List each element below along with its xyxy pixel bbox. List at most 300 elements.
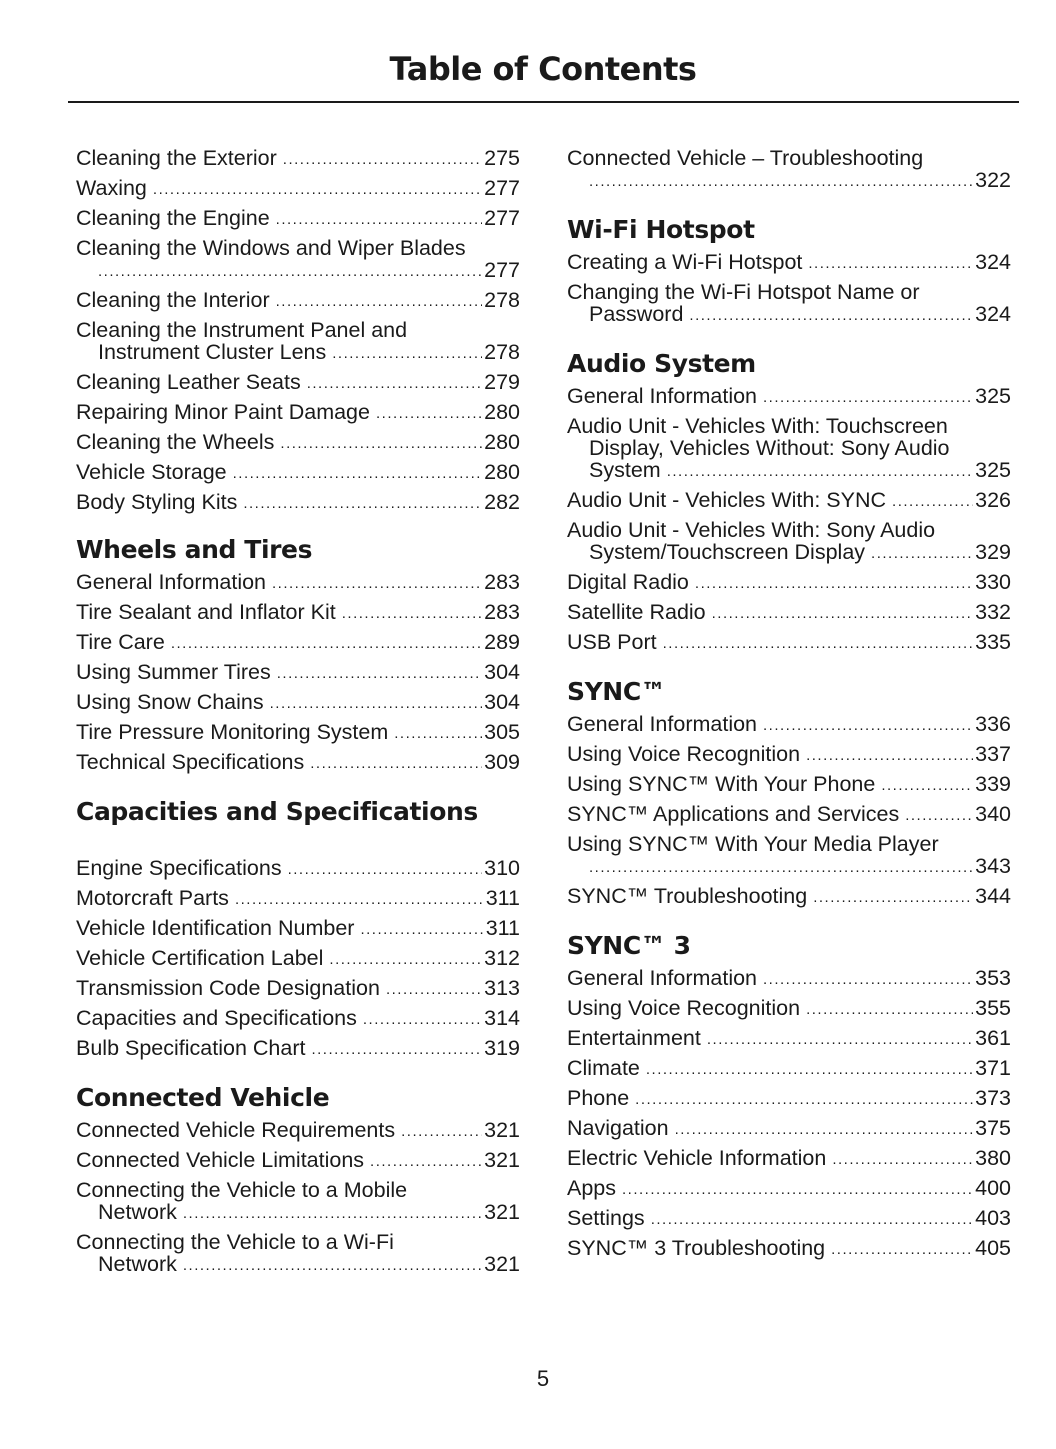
toc-entry-line xyxy=(567,1177,1011,1199)
toc-entry-line xyxy=(567,169,1011,191)
toc-entry[interactable] xyxy=(567,743,1011,765)
dot-leader xyxy=(905,807,973,825)
toc-entry[interactable] xyxy=(76,237,520,281)
toc-entry-page: 332 xyxy=(975,600,1011,624)
toc-entry-title: Connected Vehicle Requirements xyxy=(76,1118,396,1142)
toc-entry-title: Using SYNC™ With Your Phone xyxy=(567,772,876,796)
toc-entry-title: Audio Unit - Vehicles With: SYNC xyxy=(567,488,887,512)
dot-leader xyxy=(272,575,482,593)
toc-entry-title: Motorcraft Parts xyxy=(76,886,229,910)
toc-entry[interactable] xyxy=(567,385,1011,407)
toc-entry-page: 344 xyxy=(975,884,1011,908)
toc-entry[interactable] xyxy=(567,519,1011,563)
dot-leader xyxy=(243,495,482,513)
page-number: 5 xyxy=(536,1366,550,1391)
toc-entry-title: Apps xyxy=(567,1176,617,1200)
toc-entry-list xyxy=(567,251,1011,325)
toc-entry[interactable] xyxy=(76,431,520,453)
toc-entry-lead: Using SYNC™ With Your Media Player xyxy=(567,832,939,856)
dot-leader xyxy=(831,1241,973,1259)
toc-entry-page: 335 xyxy=(975,630,1011,654)
toc-entry[interactable] xyxy=(567,997,1011,1019)
toc-entry-line xyxy=(76,259,520,281)
toc-entry-line xyxy=(76,571,520,593)
toc-entry-page: 361 xyxy=(975,1026,1011,1050)
dot-leader xyxy=(363,1011,482,1029)
toc-entry[interactable] xyxy=(76,947,520,969)
toc-entry[interactable] xyxy=(567,601,1011,623)
toc-entry-page: 380 xyxy=(975,1146,1011,1170)
toc-entry-page: 277 xyxy=(484,176,520,200)
toc-entry-title: Navigation xyxy=(567,1116,669,1140)
toc-entry-page: 325 xyxy=(975,384,1011,408)
dot-leader xyxy=(171,635,482,653)
toc-entry-title: Tire Pressure Monitoring System xyxy=(76,720,389,744)
dot-leader xyxy=(276,293,483,311)
toc-entry-list xyxy=(567,713,1011,907)
dot-leader xyxy=(707,1031,973,1049)
toc-entry[interactable] xyxy=(76,177,520,199)
toc-entry[interactable] xyxy=(76,1119,520,1141)
toc-section xyxy=(76,147,520,513)
toc-entry-lead: Display, Vehicles Without: Sony Audio xyxy=(589,436,950,460)
toc-entry-line xyxy=(76,1149,520,1171)
toc-entry-line xyxy=(76,947,520,969)
toc-entry-lead: Connecting the Vehicle to a Wi-Fi xyxy=(76,1230,394,1254)
toc-entry[interactable] xyxy=(76,289,520,311)
toc-entry[interactable] xyxy=(76,207,520,229)
toc-entry-line xyxy=(567,303,1011,325)
toc-entry-title: Instrument Cluster Lens xyxy=(98,340,327,364)
toc-entry[interactable] xyxy=(567,713,1011,735)
toc-entry-title: Capacities and Specifications xyxy=(76,1006,357,1030)
toc-entry-line xyxy=(76,461,520,483)
toc-entry-page: 339 xyxy=(975,772,1011,796)
toc-entry-line xyxy=(567,713,1011,735)
dot-leader xyxy=(376,405,482,423)
toc-entry-title: Using Snow Chains xyxy=(76,690,264,714)
toc-entry-title: Network xyxy=(98,1252,177,1276)
dot-leader xyxy=(386,981,482,999)
toc-entry-page: 324 xyxy=(975,250,1011,274)
dot-leader xyxy=(270,695,483,713)
toc-entry-title: Settings xyxy=(567,1206,645,1230)
toc-entry[interactable] xyxy=(567,1237,1011,1259)
toc-entry-line xyxy=(76,491,520,513)
dot-leader xyxy=(695,575,973,593)
toc-entry[interactable] xyxy=(567,773,1011,795)
toc-entry-page: 375 xyxy=(975,1116,1011,1140)
toc-entry-page: 325 xyxy=(975,458,1011,482)
toc-entry[interactable] xyxy=(76,401,520,423)
dot-leader xyxy=(332,345,482,363)
section-heading: Capacities and Specifications xyxy=(76,797,478,826)
toc-entry-page: 322 xyxy=(975,168,1011,192)
dot-leader xyxy=(183,1257,482,1275)
toc-entry-line xyxy=(567,1237,1011,1259)
toc-entry-line xyxy=(567,743,1011,765)
toc-entry[interactable] xyxy=(567,1207,1011,1229)
toc-entry-line xyxy=(76,1119,520,1141)
section-heading: Wi-Fi Hotspot xyxy=(567,215,755,244)
toc-entry-lead: Cleaning the Instrument Panel and xyxy=(76,318,408,342)
toc-entry-page: 289 xyxy=(484,630,520,654)
toc-entry[interactable] xyxy=(567,489,1011,511)
toc-entry-page: 330 xyxy=(975,570,1011,594)
toc-entry-line xyxy=(567,885,1011,907)
toc-entry-list xyxy=(76,857,520,1059)
toc-entry-page: 400 xyxy=(975,1176,1011,1200)
toc-entry-line xyxy=(567,251,1011,273)
toc-entry-title: Using Voice Recognition xyxy=(567,742,801,766)
toc-entry-line xyxy=(76,1253,520,1275)
toc-entry-page: 311 xyxy=(485,886,520,910)
toc-entry-title: Connected Vehicle Limitations xyxy=(76,1148,365,1172)
toc-entry-page: 277 xyxy=(484,258,520,282)
toc-entry-page: 280 xyxy=(484,400,520,424)
dot-leader xyxy=(589,173,973,191)
toc-entry-title: Satellite Radio xyxy=(567,600,706,624)
dot-leader xyxy=(288,861,483,879)
toc-entry[interactable] xyxy=(567,885,1011,907)
toc-entry[interactable] xyxy=(567,415,1011,481)
toc-entry[interactable] xyxy=(76,857,520,879)
dot-leader xyxy=(763,717,973,735)
toc-entry-line xyxy=(567,773,1011,795)
toc-entry-title: General Information xyxy=(567,966,758,990)
toc-entry[interactable] xyxy=(567,1147,1011,1169)
toc-entry-title: General Information xyxy=(76,570,267,594)
toc-entry-page: 282 xyxy=(484,490,520,514)
toc-entry-line xyxy=(567,489,1011,511)
toc-entry-line xyxy=(567,1087,1011,1109)
toc-entry[interactable] xyxy=(76,1007,520,1029)
toc-entry-line xyxy=(567,855,1011,877)
toc-entry-title: Transmission Code Designation xyxy=(76,976,380,1000)
toc-entry[interactable] xyxy=(76,977,520,999)
toc-entry[interactable] xyxy=(76,601,520,623)
toc-entry-line xyxy=(76,631,520,653)
toc-entry-title: Vehicle Identification Number xyxy=(76,916,355,940)
toc-entry[interactable] xyxy=(76,1231,520,1275)
dot-leader xyxy=(98,263,482,281)
toc-entry[interactable] xyxy=(76,661,520,683)
toc-entry[interactable] xyxy=(76,751,520,773)
dot-leader xyxy=(276,211,482,229)
toc-entry-line xyxy=(76,751,520,773)
toc-entry-page: 278 xyxy=(484,288,520,312)
toc-entry[interactable] xyxy=(567,803,1011,825)
toc-entry-title: Using Voice Recognition xyxy=(567,996,801,1020)
dot-leader xyxy=(832,1151,973,1169)
toc-entry[interactable] xyxy=(76,887,520,909)
toc-entry-title: Network xyxy=(98,1200,177,1224)
toc-entry-page: 279 xyxy=(484,370,520,394)
toc-entry[interactable] xyxy=(76,631,520,653)
title-divider xyxy=(68,101,1019,103)
toc-entry-page: 305 xyxy=(484,720,520,744)
toc-entry[interactable] xyxy=(567,1087,1011,1109)
toc-entry[interactable] xyxy=(76,571,520,593)
toc-entry-title: Tire Care xyxy=(76,630,165,654)
toc-entry-page: 309 xyxy=(484,750,520,774)
toc-entry[interactable] xyxy=(76,371,520,393)
toc-section-sync3 xyxy=(567,931,1011,1259)
toc-entry-list xyxy=(567,385,1011,653)
toc-entry-page: 353 xyxy=(975,966,1011,990)
toc-entry-title: Climate xyxy=(567,1056,640,1080)
toc-entry-title: Cleaning the Exterior xyxy=(76,146,277,170)
toc-entry-line xyxy=(76,341,520,363)
toc-entry[interactable] xyxy=(567,631,1011,653)
dot-leader xyxy=(235,891,484,909)
toc-entry-line xyxy=(76,1037,520,1059)
toc-entry-line xyxy=(567,803,1011,825)
dot-leader xyxy=(712,605,973,623)
toc-entry-page: 355 xyxy=(975,996,1011,1020)
toc-left-column xyxy=(76,147,520,1299)
dot-leader xyxy=(689,307,973,325)
toc-entry[interactable] xyxy=(567,281,1011,325)
toc-entry-page: 275 xyxy=(484,146,520,170)
section-heading: Connected Vehicle xyxy=(76,1083,330,1112)
dot-leader xyxy=(806,1001,973,1019)
dot-leader xyxy=(311,1041,482,1059)
toc-entry[interactable] xyxy=(567,1177,1011,1199)
dot-leader xyxy=(808,255,973,273)
toc-entry-lead: Connecting the Vehicle to a Mobile xyxy=(76,1178,408,1202)
toc-entry-list xyxy=(567,967,1011,1259)
toc-entry-line xyxy=(76,857,520,879)
toc-entry-page: 283 xyxy=(484,600,520,624)
toc-entry-page: 283 xyxy=(484,570,520,594)
toc-entry-lead: Audio Unit - Vehicles With: Touchscreen xyxy=(567,414,948,438)
toc-entry-page: 326 xyxy=(975,488,1011,512)
toc-entry-title: Cleaning the Wheels xyxy=(76,430,275,454)
toc-entry-line xyxy=(567,631,1011,653)
toc-section-wheels xyxy=(76,535,520,773)
toc-entry-line xyxy=(76,691,520,713)
toc-entry[interactable] xyxy=(567,833,1011,877)
toc-entry[interactable] xyxy=(567,1027,1011,1049)
toc-right-column xyxy=(567,147,1011,1283)
dot-leader xyxy=(763,389,973,407)
toc-entry[interactable] xyxy=(76,1179,520,1223)
toc-entry-title: Body Styling Kits xyxy=(76,490,238,514)
section-heading: Wheels and Tires xyxy=(76,535,313,564)
toc-entry[interactable] xyxy=(76,491,520,513)
toc-entry-title: USB Port xyxy=(567,630,657,654)
toc-entry-line xyxy=(76,147,520,169)
toc-entry-page: 312 xyxy=(484,946,520,970)
toc-entry-page: 313 xyxy=(484,976,520,1000)
toc-entry-line xyxy=(76,917,520,939)
dot-leader xyxy=(635,1091,973,1109)
dot-leader xyxy=(153,181,482,199)
toc-entry-line xyxy=(76,431,520,453)
toc-entry-title: Waxing xyxy=(76,176,147,200)
toc-entry-title: Password xyxy=(589,302,684,326)
toc-entry-page: 319 xyxy=(484,1036,520,1060)
toc-entry-line xyxy=(567,571,1011,593)
page-title: Table of Contents xyxy=(389,50,697,88)
toc-entry-title: Cleaning the Engine xyxy=(76,206,270,230)
toc-entry-line xyxy=(76,887,520,909)
toc-entry-title: Technical Specifications xyxy=(76,750,305,774)
toc-entry-title: Phone xyxy=(567,1086,630,1110)
dot-leader xyxy=(401,1123,482,1141)
toc-entry-line xyxy=(567,1147,1011,1169)
toc-entry-title: Vehicle Storage xyxy=(76,460,227,484)
dot-leader xyxy=(806,747,973,765)
toc-entry-title: Creating a Wi-Fi Hotspot xyxy=(567,250,803,274)
toc-section xyxy=(567,147,1011,191)
toc-entry-page: 403 xyxy=(975,1206,1011,1230)
toc-entry-line xyxy=(76,371,520,393)
toc-section-connected xyxy=(76,1083,520,1275)
toc-entry[interactable] xyxy=(76,721,520,743)
toc-entry[interactable] xyxy=(567,251,1011,273)
section-heading: SYNC™ 3 xyxy=(567,931,691,960)
toc-entry-line xyxy=(76,661,520,683)
toc-entry-line xyxy=(76,207,520,229)
dot-leader xyxy=(589,859,973,877)
dot-leader xyxy=(307,375,482,393)
toc-entry-line xyxy=(76,601,520,623)
toc-entry-title: SYNC™ Applications and Services xyxy=(567,802,900,826)
toc-entry-line xyxy=(567,459,1011,481)
toc-entry-title: General Information xyxy=(567,384,758,408)
toc-entry-list xyxy=(76,571,520,773)
dot-leader xyxy=(763,971,973,989)
dot-leader xyxy=(675,1121,974,1139)
toc-entry-title: Using Summer Tires xyxy=(76,660,271,684)
toc-entry-page: 304 xyxy=(484,660,520,684)
toc-entry[interactable] xyxy=(567,147,1011,191)
toc-entry-line xyxy=(76,1201,520,1223)
toc-section-sync xyxy=(567,677,1011,907)
toc-entry-page: 336 xyxy=(975,712,1011,736)
toc-entry[interactable] xyxy=(76,461,520,483)
toc-entry-title: Tire Sealant and Inflator Kit xyxy=(76,600,336,624)
toc-entry-line xyxy=(567,1057,1011,1079)
toc-entry[interactable] xyxy=(567,1117,1011,1139)
dot-leader xyxy=(329,951,482,969)
toc-entry-page: 321 xyxy=(484,1118,520,1142)
toc-entry-title: SYNC™ Troubleshooting xyxy=(567,884,808,908)
toc-entry-page: 340 xyxy=(975,802,1011,826)
dot-leader xyxy=(277,665,482,683)
toc-entry-page: 405 xyxy=(975,1236,1011,1260)
toc-entry-page: 371 xyxy=(975,1056,1011,1080)
toc-entry[interactable] xyxy=(76,319,520,363)
toc-entry-title: SYNC™ 3 Troubleshooting xyxy=(567,1236,826,1260)
toc-entry[interactable] xyxy=(76,917,520,939)
toc-entry-page: 373 xyxy=(975,1086,1011,1110)
dot-leader xyxy=(667,463,973,481)
toc-section-wifi xyxy=(567,215,1011,325)
toc-entry-page: 343 xyxy=(975,854,1011,878)
dot-leader xyxy=(622,1181,973,1199)
dot-leader xyxy=(651,1211,973,1229)
dot-leader xyxy=(881,777,973,795)
toc-section-capacities xyxy=(76,797,520,1059)
toc-entry-page: 324 xyxy=(975,302,1011,326)
toc-entry-line xyxy=(567,967,1011,989)
toc-entry-lead: Cleaning the Windows and Wiper Blades xyxy=(76,236,466,260)
dot-leader xyxy=(183,1205,482,1223)
toc-entry-title: General Information xyxy=(567,712,758,736)
toc-entry[interactable] xyxy=(76,1149,520,1171)
toc-entry-page: 304 xyxy=(484,690,520,714)
toc-entry-page: 329 xyxy=(975,540,1011,564)
toc-entry-lead: Changing the Wi-Fi Hotspot Name or xyxy=(567,280,920,304)
toc-entry-page: 337 xyxy=(975,742,1011,766)
section-heading: SYNC™ xyxy=(567,677,666,706)
toc-entry-line xyxy=(76,401,520,423)
toc-entry-line xyxy=(567,1117,1011,1139)
toc-entry-line xyxy=(567,1207,1011,1229)
section-heading: Audio System xyxy=(567,349,756,378)
toc-entry-page: 321 xyxy=(484,1200,520,1224)
toc-entry-title: Bulb Specification Chart xyxy=(76,1036,306,1060)
toc-entry[interactable] xyxy=(76,147,520,169)
toc-entry-line xyxy=(76,977,520,999)
toc-entry-title: Digital Radio xyxy=(567,570,689,594)
toc-entry[interactable] xyxy=(76,1037,520,1059)
toc-entry-page: 310 xyxy=(484,856,520,880)
toc-entry-title: Vehicle Certification Label xyxy=(76,946,324,970)
toc-entry-page: 280 xyxy=(484,430,520,454)
toc-entry-page: 321 xyxy=(484,1148,520,1172)
toc-entry-title: Cleaning the Interior xyxy=(76,288,270,312)
dot-leader xyxy=(342,605,482,623)
toc-entry[interactable] xyxy=(567,1057,1011,1079)
dot-leader xyxy=(283,151,482,169)
toc-entry-line xyxy=(76,177,520,199)
toc-entry-page: 314 xyxy=(484,1006,520,1030)
toc-entry-line xyxy=(567,385,1011,407)
toc-entry-lead: Audio Unit - Vehicles With: Sony Audio xyxy=(567,518,936,542)
spacer xyxy=(76,833,520,857)
toc-entry-title: Repairing Minor Paint Damage xyxy=(76,400,370,424)
toc-entry[interactable] xyxy=(76,691,520,713)
toc-entry-title: Engine Specifications xyxy=(76,856,282,880)
toc-entry-title: Electric Vehicle Information xyxy=(567,1146,827,1170)
dot-leader xyxy=(360,921,483,939)
toc-entry-line xyxy=(567,1027,1011,1049)
toc-entry-line xyxy=(567,541,1011,563)
toc-entry-title: System/Touchscreen Display xyxy=(589,540,866,564)
toc-section-audio xyxy=(567,349,1011,653)
dot-leader xyxy=(871,545,973,563)
toc-entry-lead: Connected Vehicle – Troubleshooting xyxy=(567,146,924,170)
toc-entry[interactable] xyxy=(567,967,1011,989)
toc-entry-page: 311 xyxy=(485,916,520,940)
dot-leader xyxy=(892,493,973,511)
toc-entry-page: 280 xyxy=(484,460,520,484)
toc-entry-line xyxy=(76,289,520,311)
toc-entry-page: 278 xyxy=(484,340,520,364)
toc-entry[interactable] xyxy=(567,571,1011,593)
toc-entry-title: System xyxy=(589,458,661,482)
dot-leader xyxy=(813,889,973,907)
dot-leader xyxy=(233,465,483,483)
toc-entry-line xyxy=(76,1007,520,1029)
dot-leader xyxy=(663,635,974,653)
toc-entry-title: Cleaning Leather Seats xyxy=(76,370,301,394)
dot-leader xyxy=(310,755,482,773)
